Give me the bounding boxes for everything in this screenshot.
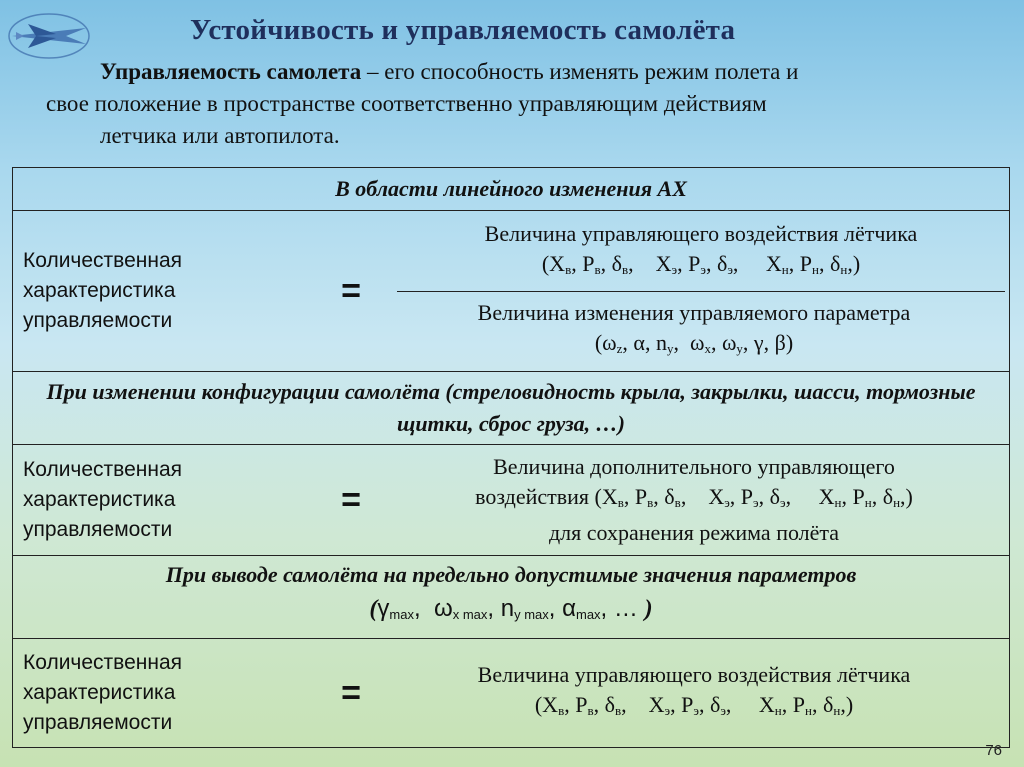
section2-equals: = [341, 480, 361, 519]
section3-formula-cell [13, 639, 1010, 748]
section3-header-vars: ($\gamma_{max}$, $\omega_{x max}$, $n_{y max}$, $\alpha_{max}$, … ) [369, 595, 653, 622]
definition-paragraph [46, 56, 1006, 152]
page-number: 76 [985, 742, 1002, 759]
definition-line1: – его способность изменять режим полета и [361, 59, 799, 84]
section3-line2: ($X_в$, $P_в$, $\delta_в$, $X_э$, $P_э$, $\delta_э$, $X_н$, $P_н$, $\delta_н$,) [534, 692, 854, 718]
section2-label: Количественная характеристика управляемости [23, 458, 183, 541]
section1-fraction [379, 219, 1009, 364]
section1-numerator-vars: ($X_в$, $P_в$, $\delta_в$, $X_э$, $P_э$, $\delta_э$, $X_н$, $P_н$, $\delta_н$,) [541, 250, 861, 277]
section1-denominator-vars: ($\omega_z$, α, $n_y$, $\omega_x$, $\omega_y$, γ, β) [594, 329, 794, 356]
section1-numerator: Величина управляющего воздействия лётчика [484, 220, 918, 246]
section2-line1: Величина дополнительного управляющего [493, 454, 895, 479]
section1-formula-cell [13, 211, 1010, 372]
section3-label: Количественная характеристика управляемости [23, 651, 183, 734]
slide-title: Устойчивость и управляемость самолёта [190, 14, 736, 46]
definition-line3: летчика или автопилота. [100, 123, 340, 148]
section2-line2: воздействия ($X_в$, $P_в$, $\delta_в$, $X_э$, $P_э$, $\delta_э$, $X_н$, $P_н$, $\delta_н$,) [475, 484, 913, 510]
section2-expression [379, 452, 1009, 548]
section1-header: В области линейного изменения АХ [13, 168, 1010, 211]
section1-denominator: Величина изменения управляемого параметра [477, 299, 911, 325]
section2-formula-cell [13, 445, 1010, 556]
section3-line1: Величина управляющего воздействия лётчика [477, 662, 911, 687]
section3-equals: = [341, 673, 361, 712]
section3-header: При выводе самолёта на предельно допустимые значения параметров [165, 562, 857, 587]
section1-equals: = [341, 271, 361, 310]
section3-expression [379, 660, 1009, 726]
section3-header-cell [13, 556, 1010, 639]
section1-label: Количественная характеристика управляемости [23, 249, 183, 332]
definition-line2: свое положение в пространстве соответственно управляющим действиям [46, 91, 767, 116]
section2-line3: для сохранения режима полёта [548, 520, 840, 545]
section2-header: При изменении конфигурации самолёта (стреловидность крыла, закрылки, шасси, тормозные щитки, сброс груза, …) [13, 372, 1010, 445]
definition-term: Управляемость самолета [100, 59, 362, 84]
controllability-table [12, 167, 1010, 748]
